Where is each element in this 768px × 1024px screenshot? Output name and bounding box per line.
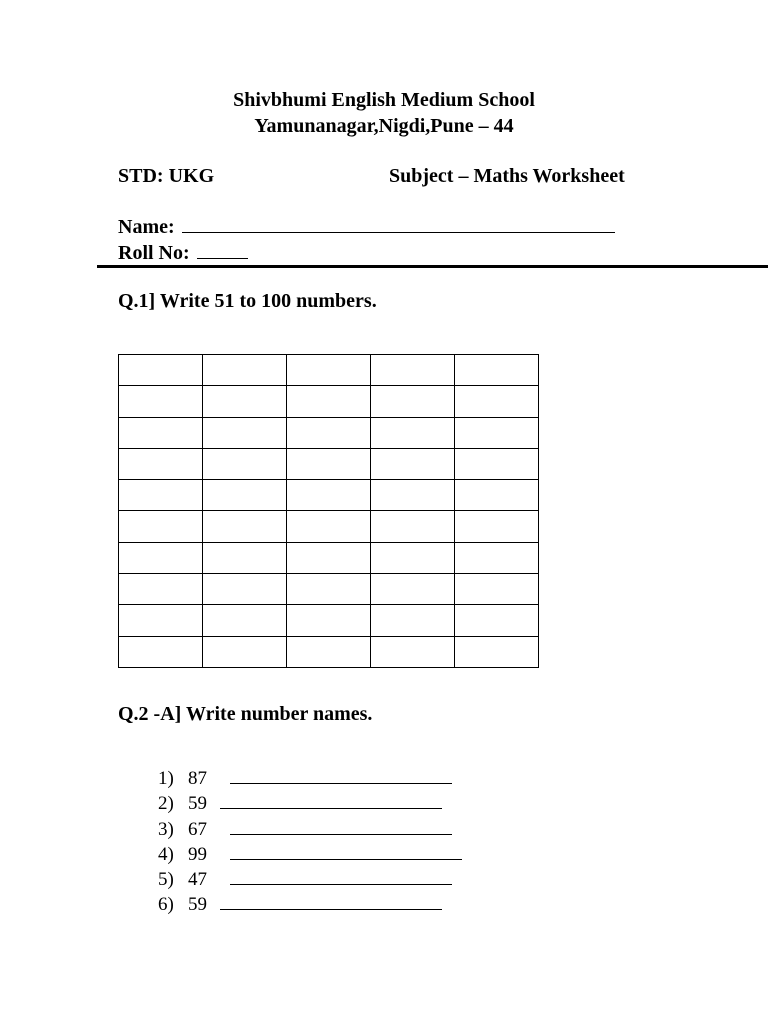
item-index: 5) <box>158 869 174 891</box>
grid-row <box>119 355 539 386</box>
grid-cell <box>203 417 287 448</box>
item-index: 3) <box>158 818 174 840</box>
grid-cell <box>119 480 203 511</box>
grid-cell <box>287 636 371 667</box>
grid-row <box>119 386 539 417</box>
grid-cell <box>287 386 371 417</box>
grid-cell <box>287 480 371 511</box>
grid-cell <box>119 386 203 417</box>
roll-blank <box>197 240 248 259</box>
grid-row <box>119 511 539 542</box>
number-name-item <box>158 842 462 867</box>
grid-cell <box>203 574 287 605</box>
number-name-item <box>158 867 462 892</box>
grid-cell <box>371 605 455 636</box>
grid-cell <box>203 480 287 511</box>
number-name-item <box>158 817 462 842</box>
grid-cell <box>455 605 539 636</box>
grid-row <box>119 605 539 636</box>
grid-row <box>119 636 539 667</box>
item-index: 6) <box>158 894 174 916</box>
grid-cell <box>203 355 287 386</box>
school-address: Yamunanagar,Nigdi,Pune – 44 <box>254 115 514 137</box>
answer-blank <box>230 767 452 784</box>
grid-cell <box>455 636 539 667</box>
grid-cell <box>287 605 371 636</box>
standard-label: STD: UKG <box>118 165 215 187</box>
grid-cell <box>371 511 455 542</box>
grid-row <box>119 448 539 479</box>
grid-cell <box>455 417 539 448</box>
name-field <box>118 214 615 239</box>
grid-cell <box>119 636 203 667</box>
grid-cell <box>455 448 539 479</box>
grid-cell <box>287 511 371 542</box>
grid-cell <box>455 542 539 573</box>
grid-cell <box>287 355 371 386</box>
grid-cell <box>203 448 287 479</box>
item-number: 67 <box>188 818 207 840</box>
number-name-item <box>158 892 462 917</box>
answer-blank <box>220 893 442 910</box>
item-index: 4) <box>158 843 174 865</box>
grid-cell <box>203 511 287 542</box>
grid-row <box>119 574 539 605</box>
item-number: 87 <box>188 768 207 789</box>
answer-blank <box>230 818 452 835</box>
grid-cell <box>287 542 371 573</box>
grid-cell <box>371 355 455 386</box>
grid-cell <box>455 574 539 605</box>
item-index: 2) <box>158 793 174 815</box>
grid-cell <box>119 448 203 479</box>
answer-blank <box>220 792 442 809</box>
grid-cell <box>455 386 539 417</box>
grid-cell <box>371 448 455 479</box>
name-blank <box>182 214 615 233</box>
grid-cell <box>371 636 455 667</box>
subject-label: Subject – Maths Worksheet <box>389 165 625 187</box>
grid-cell <box>455 511 539 542</box>
grid-cell <box>119 355 203 386</box>
roll-field <box>118 240 248 265</box>
grid-cell <box>455 480 539 511</box>
answer-blank <box>230 868 452 885</box>
number-names-list <box>158 766 462 918</box>
number-name-item <box>158 791 462 816</box>
grid-cell <box>287 448 371 479</box>
grid-cell <box>203 386 287 417</box>
number-name-item <box>158 766 462 791</box>
grid-cell <box>287 574 371 605</box>
grid-cell <box>203 636 287 667</box>
grid-cell <box>203 542 287 573</box>
grid-cell <box>119 511 203 542</box>
grid-cell <box>203 605 287 636</box>
grid-cell <box>371 386 455 417</box>
grid-cell <box>371 480 455 511</box>
grid-cell <box>371 417 455 448</box>
grid-cell <box>119 574 203 605</box>
grid-row <box>119 480 539 511</box>
item-index: 1) <box>158 768 174 789</box>
grid-cell <box>371 542 455 573</box>
header-divider <box>97 265 768 268</box>
question-1: Q.1] Write 51 to 100 numbers. <box>118 290 377 312</box>
question-2: Q.2 -A] Write number names. <box>118 703 373 725</box>
name-label: Name: <box>118 216 175 238</box>
grid-cell <box>119 542 203 573</box>
item-number: 99 <box>188 843 207 865</box>
grid-cell <box>119 417 203 448</box>
item-number: 47 <box>188 869 207 891</box>
grid-cell <box>371 574 455 605</box>
grid-cell <box>287 417 371 448</box>
item-number: 59 <box>188 894 207 916</box>
item-number: 59 <box>188 793 207 815</box>
school-name: Shivbhumi English Medium School <box>233 89 535 111</box>
number-grid <box>118 354 539 668</box>
grid-row <box>119 417 539 448</box>
grid-row <box>119 542 539 573</box>
answer-blank <box>230 843 462 860</box>
roll-label: Roll No: <box>118 242 190 264</box>
grid-cell <box>119 605 203 636</box>
grid-cell <box>455 355 539 386</box>
